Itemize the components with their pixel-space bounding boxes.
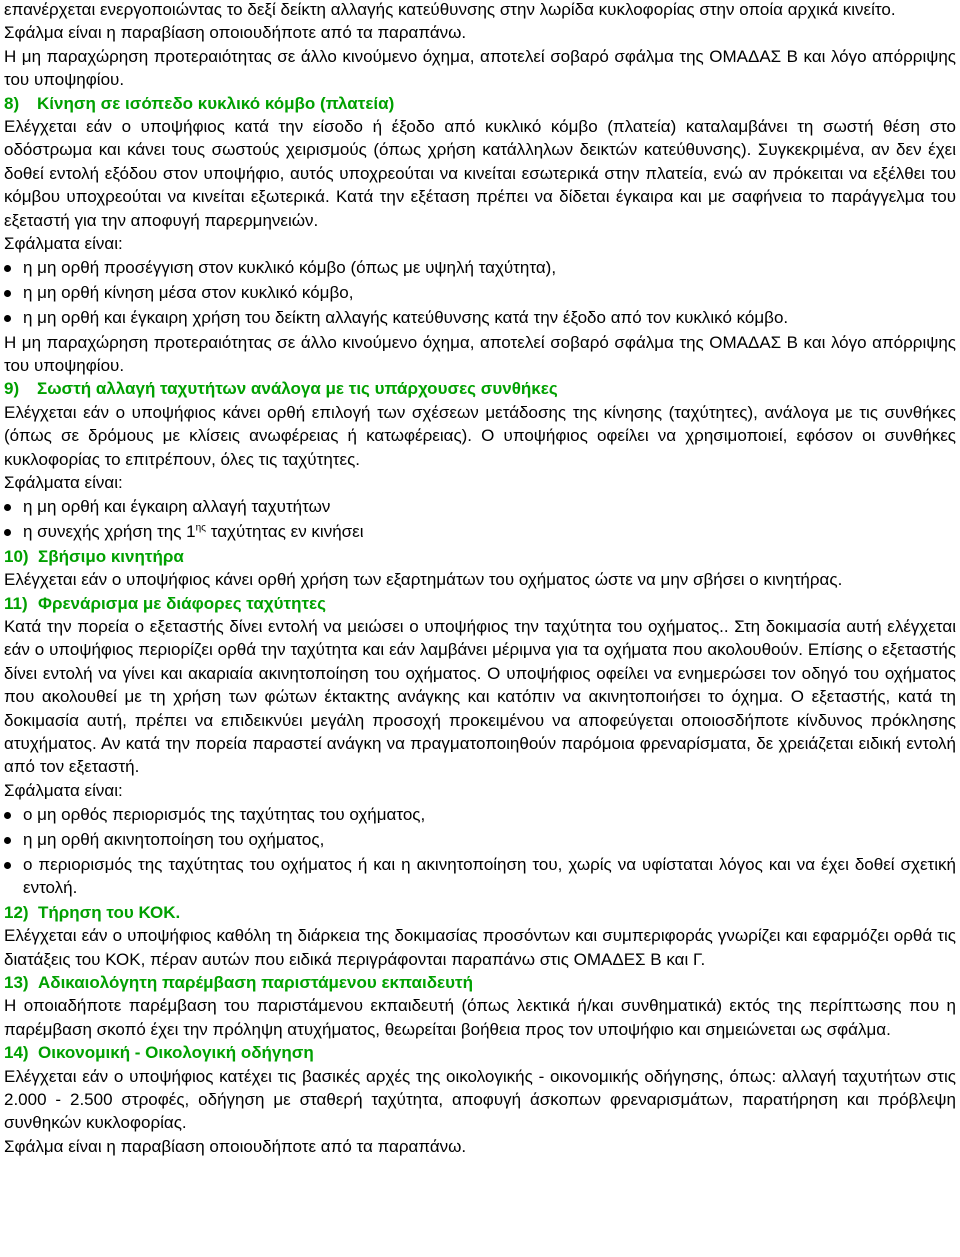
section-13-title: Αδικαιολόγητη παρέμβαση παριστάμενου εκπαιδευτή xyxy=(38,973,473,993)
section-8-heading xyxy=(4,92,956,115)
section-10-heading xyxy=(4,545,956,568)
section-9-title: Σωστή αλλαγή ταχυτήτων ανάλογα με τις υπάρχουσες συνθήκες xyxy=(37,379,558,399)
bullet-icon xyxy=(4,315,11,322)
section-12-title: Τήρηση του ΚΟΚ. xyxy=(38,902,181,922)
section-11-paragraph: Κατά την πορεία ο εξεταστής δίνει εντολή να μειώσει ο υποψήφιος την ταχύτητα του οχήματος.. Στη δοκιμασία αυτή ελέγχεται εάν ο υποψήφιος περιορίζει ορθά την ταχύτητα και εάν λαμβάνει μέριμνα για τα οχήματα που ακολουθούν. Επίσης ο εξεταστής δίνει εντολή να γίνει και ακαριαία ακινητοποίηση του οχήματος. Ο υποψήφιος οφείλει να ενημερώσει τον οδηγό του οχήματος που ακολουθεί με τη χρήση των φώτων έκτακτης ανάγκης και κατόπιν να ακινητοποιήσει το όχημα. Ο εξεταστής, κατά τη δοκιμασία αυτή, πρέπει να επιδεικνύει μεγάλη προσοχή προκειμένου να αποφεύγεται οποιοσδήποτε κίνδυνος πρόκλησης ατυχήματος. Αν κατά την πορεία παραστεί ανάγκη να πραγματοποιηθούν παρόμοια φρεναρίσματα, δε χρειάζεται ειδική εντολή από τον εξεταστή. xyxy=(4,617,956,777)
section-8-number: 8) xyxy=(4,93,20,113)
bullet-icon xyxy=(4,290,11,297)
section-8-priority-note: Η μη παραχώρηση προτεραιότητας σε άλλο κινούμενο όχημα, αποτελεί σοβαρό σφάλμα της ΟΜΑΔΑΣ Β και λόγο απόρριψης του υποψηφίου. xyxy=(4,332,956,375)
section-14 xyxy=(4,1041,956,1158)
section-8-errors-label: Σφάλματα είναι: xyxy=(4,234,123,254)
section-14-error-note: Σφάλμα είναι η παραβίαση οποιουδήποτε από τα παραπάνω. xyxy=(4,1136,467,1156)
section-13-paragraph: Η οποιαδήποτε παρέμβαση του παριστάμενου εκπαιδευτή (όπως λεκτικά ή/και συνθηματικά) εκτός της περίπτωσης που η παρέμβαση σκοπό έχει την πρόληψη ατυχήματος, θεωρείται βοήθεια προς τον υποψήφιο και σημειώνεται ως σφάλμα. xyxy=(4,996,956,1039)
section-10-number: 10) xyxy=(4,546,29,566)
section-14-number: 14) xyxy=(4,1043,29,1063)
section-13 xyxy=(4,971,956,1041)
section-11-error-list xyxy=(4,803,956,899)
section-14-paragraph: Ελέγχεται εάν ο υποψήφιος κατέχει τις βασικές αρχές της οικολογικής - οικονομικής οδήγησης, όπως: αλλαγή ταχυτήτων στις 2.000 - 2.500 στροφές, οδήγηση με σταθερή ταχύτητα, αποφυγή άσκοπων φρεναρισμάτων, παρατήρηση και πρόβλεψη συνθηκών κυκλοφορίας. xyxy=(4,1066,956,1133)
section-8-error-list xyxy=(4,256,956,329)
section-8-title: Κίνηση σε ισόπεδο κυκλικό κόμβο (πλατεία) xyxy=(37,93,395,113)
section-9-heading xyxy=(4,377,956,400)
section-11-number: 11) xyxy=(4,593,28,613)
ordinal-superscript: ης xyxy=(195,522,206,534)
bullet-icon xyxy=(4,265,11,272)
section-12-number: 12) xyxy=(4,902,29,922)
list-item: η συνεχής χρήση της $1^{\eta\varsigma}$ ταχύτητας εν κινήσει xyxy=(4,520,956,543)
list-item: η μη ορθή και έγκαιρη χρήση του δείκτη αλλαγής κατεύθυνσης κατά την έξοδο από τον κυκλικό κόμβο. xyxy=(4,306,956,329)
intro-error-note: Σφάλμα είναι η παραβίαση οποιουδήποτε από τα παραπάνω. xyxy=(4,23,467,43)
list-item: ο μη ορθός περιορισμός της ταχύτητας του οχήματος, xyxy=(4,803,956,826)
intro-priority-note: Η μη παραχώρηση προτεραιότητας σε άλλο κινούμενο όχημα, αποτελεί σοβαρό σφάλμα της ΟΜΑΔΑΣ Β και λόγο απόρριψης του υποψηφίου. xyxy=(4,46,956,90)
section-10-paragraph: Ελέγχεται εάν ο υποψήφιος κάνει ορθή χρήση των εξαρτημάτων του οχήματος ώστε να μην σβήσει ο κινητήρας. xyxy=(4,570,843,590)
list-item: ο περιορισμός της ταχύτητας του οχήματος ή και η ακινητοποίηση του, χωρίς να υφίσταται λόγος και να έχει δοθεί σχετική εντολή. xyxy=(4,853,956,900)
intro-paragraph: επανέρχεται ενεργοποιώντας το δεξί δείκτη αλλαγής κατεύθυνσης στην λωρίδα κυκλοφορίας στην οποία αρχικά κινείτο. xyxy=(4,0,896,19)
section-11 xyxy=(4,592,956,900)
section-8 xyxy=(4,92,956,378)
section-9 xyxy=(4,377,956,543)
section-14-heading xyxy=(4,1041,956,1064)
section-11-heading xyxy=(4,592,956,615)
list-item: η μη ορθή και έγκαιρη αλλαγή ταχυτήτων xyxy=(4,495,956,518)
section-10 xyxy=(4,545,956,592)
bullet-icon xyxy=(4,504,11,511)
section-13-heading xyxy=(4,971,956,994)
bullet-icon xyxy=(4,529,11,536)
section-13-number: 13) xyxy=(4,973,29,993)
section-9-errors-label: Σφάλματα είναι: xyxy=(4,473,123,493)
section-12-heading xyxy=(4,901,956,924)
section-14-title: Οικονομική - Οικολογική οδήγηση xyxy=(38,1043,314,1063)
section-8-paragraph: Ελέγχεται εάν ο υποψήφιος κατά την είσοδο ή έξοδο από κυκλικό κόμβο (πλατεία) καταλαμβάνει τη σωστή θέση στο οδόστρωμα και κάνει τους σωστούς χειρισμούς (όπως χρήση κατάλληλων δεικτών κατεύθυνσης). Συγκεκριμένα, αν δεν έχει δοθεί εντολή εξόδου στον υποψήφιο, αυτός υποχρεούται να κινείται εσωτερικά στην πλατεία, ενώ αν πρόκειται να εξέλθει του κόμβου υποχρεούται να κινείται εξωτερικά. Κατά την εξέταση πρέπει να δίδεται έγκαιρα και με σαφήνεια το παράγγελμα του εξεταστή για την αποφυγή παρερμηνειών. xyxy=(4,117,956,230)
bullet-icon xyxy=(4,837,11,844)
bullet-icon xyxy=(4,812,11,819)
bullet-icon xyxy=(4,862,11,869)
section-11-title: Φρενάρισμα με διάφορες ταχύτητες xyxy=(38,593,326,613)
section-9-number: 9) xyxy=(4,379,20,399)
list-item: η μη ορθή κίνηση μέσα στον κυκλικό κόμβο, xyxy=(4,281,956,304)
section-10-title: Σβήσιμο κινητήρα xyxy=(38,546,184,566)
section-9-paragraph: Ελέγχεται εάν ο υποψήφιος κάνει ορθή επιλογή των σχέσεων μετάδοσης της κίνησης (ταχύτητες), ανάλογα με τις συνθήκες (όπως σε δρόμους με κλίσεις ανωφέρειας ή κατωφέρειας). Ο υποψήφιος οφείλει να χρησιμοποιεί, εφόσον οι συνθήκες κυκλοφορίας το επιτρέπουν, όλες τις ταχύτητες. xyxy=(4,402,956,469)
section-12 xyxy=(4,901,956,971)
list-item: η μη ορθή προσέγγιση στον κυκλικό κόμβο (όπως με υψηλή ταχύτητα), xyxy=(4,256,956,279)
list-item: η μη ορθή ακινητοποίηση του οχήματος, xyxy=(4,828,956,851)
section-12-paragraph: Ελέγχεται εάν ο υποψήφιος καθόλη τη διάρκεια της δοκιμασίας προσόντων και συμπεριφοράς γνωρίζει και εφαρμόζει ορθά τις διατάξεις του ΚΟΚ, πέραν αυτών που ειδικά περιγράφονται παραπάνω στις ΟΜΑΔΕΣ Β και Γ. xyxy=(4,926,956,969)
section-9-error-list xyxy=(4,495,956,543)
section-11-errors-label: Σφάλματα είναι: xyxy=(4,780,123,800)
